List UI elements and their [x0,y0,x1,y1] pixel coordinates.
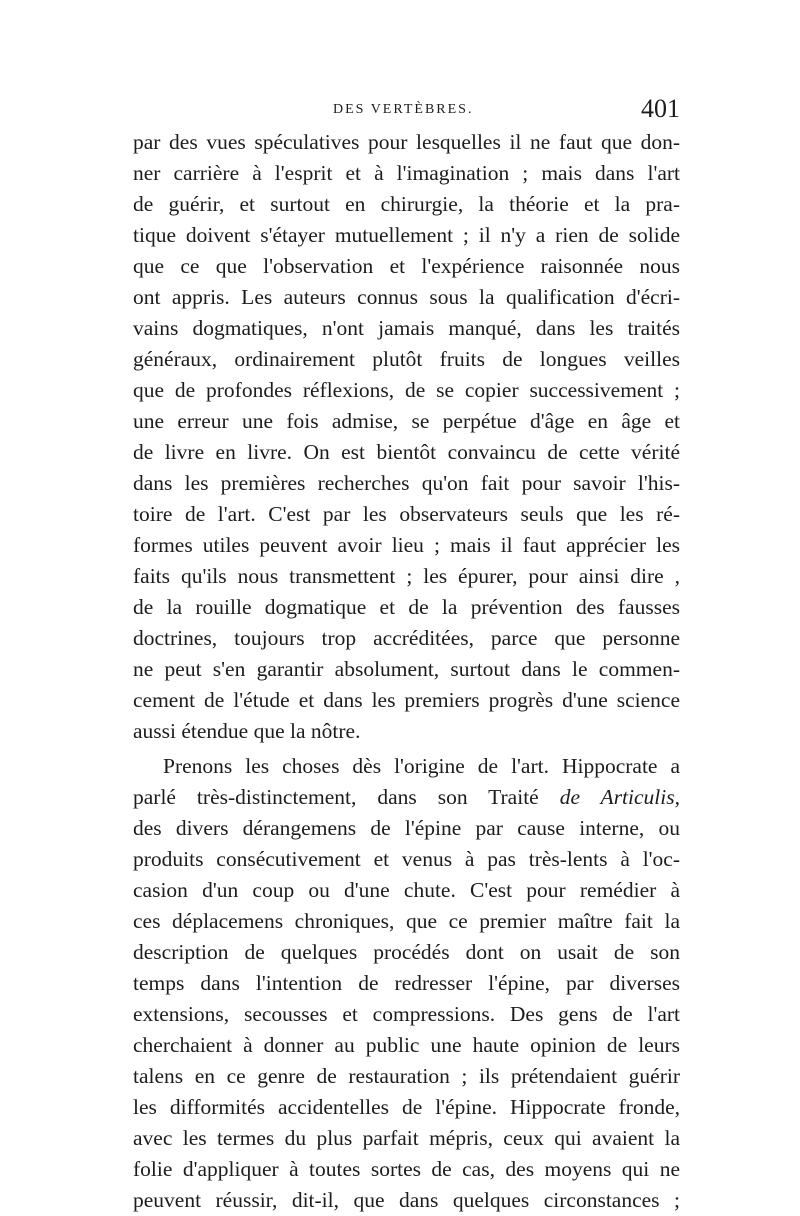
text-line: extensions, secousses et compressions. Des gens de l'art [133,1002,680,1026]
running-head [133,96,680,126]
text-line: faits qu'ils nous transmettent ; les épurer, pour ainsi dire , [133,564,680,588]
running-title: DES VERTÈBRES. [333,102,474,117]
text-line: talens en ce genre de restauration ; ils prétendaient guérir [133,1064,680,1088]
text-line: cement de l'étude et dans les premiers progrès d'une science [133,688,680,712]
text-line: de guérir, et surtout en chirurgie, la théorie et la pra- [133,192,680,216]
text-line: ner carrière à l'esprit et à l'imagination ; mais dans l'art [133,161,680,185]
text-line: ont appris. Les auteurs connus sous la qualification d'écri- [133,285,680,309]
text-line: description de quelques procédés dont on usait de son [133,940,680,964]
body-text [133,127,680,1216]
text-line: Prenons les choses dès l'origine de l'art. Hippocrate a [163,754,680,778]
text-line: casion d'un coup ou d'une chute. C'est pour remédier à [133,878,680,902]
text-line: peuvent réussir, dit-il, que dans quelques circonstances ; [133,1188,680,1212]
text-line: produits consécutivement et venus à pas très-lents à l'oc- [133,847,680,871]
text-line: vains dogmatiques, n'ont jamais manqué, dans les traités [133,316,680,340]
text-line: ne peut s'en garantir absolument, surtout dans le commen- [133,657,680,681]
text-line: doctrines, toujours trop accréditées, parce que personne [133,626,680,650]
text-line: de la rouille dogmatique et de la prévention des fausses [133,595,680,619]
text-line: par des vues spéculatives pour lesquelles il ne faut que don- [133,130,680,154]
text-line: cherchaient à donner au public une haute opinion de leurs [133,1033,680,1057]
text-line: dans les premières recherches qu'on fait pour savoir l'his- [133,471,680,495]
text-line: les difformités accidentelles de l'épine. Hippocrate fronde, [133,1095,680,1119]
text-line: parlé très-distinctement, dans son Traité de Articulis, [133,785,680,809]
text-line: de livre en livre. On est bientôt convaincu de cette vérité [133,440,680,464]
paragraph-2 [133,751,680,1216]
page-number: 401 [641,94,680,123]
text-line: avec les termes du plus parfait mépris, ceux qui avaient la [133,1126,680,1150]
text-line: ces déplacemens chroniques, que ce premier maître fait la [133,909,680,933]
text-line: toire de l'art. C'est par les observateurs seuls que les ré- [133,502,680,526]
text-line: folie d'appliquer à toutes sortes de cas, des moyens qui ne [133,1157,680,1181]
text-line: que ce que l'observation et l'expérience raisonnée nous [133,254,680,278]
text-line: formes utiles peuvent avoir lieu ; mais il faut apprécier les [133,533,680,557]
text-line: tique doivent s'étayer mutuellement ; il n'y a rien de solide [133,223,680,247]
text-line: que de profondes réflexions, de se copier successivement ; [133,378,680,402]
paragraph-1 [133,127,680,747]
text-line: des divers dérangemens de l'épine par cause interne, ou [133,816,680,840]
text-line: généraux, ordinairement plutôt fruits de longues veilles [133,347,680,371]
text-line: aussi étendue que la nôtre. [133,719,361,743]
text-line: une erreur une fois admise, se perpétue d'âge en âge et [133,409,680,433]
text-line: temps dans l'intention de redresser l'épine, par diverses [133,971,680,995]
